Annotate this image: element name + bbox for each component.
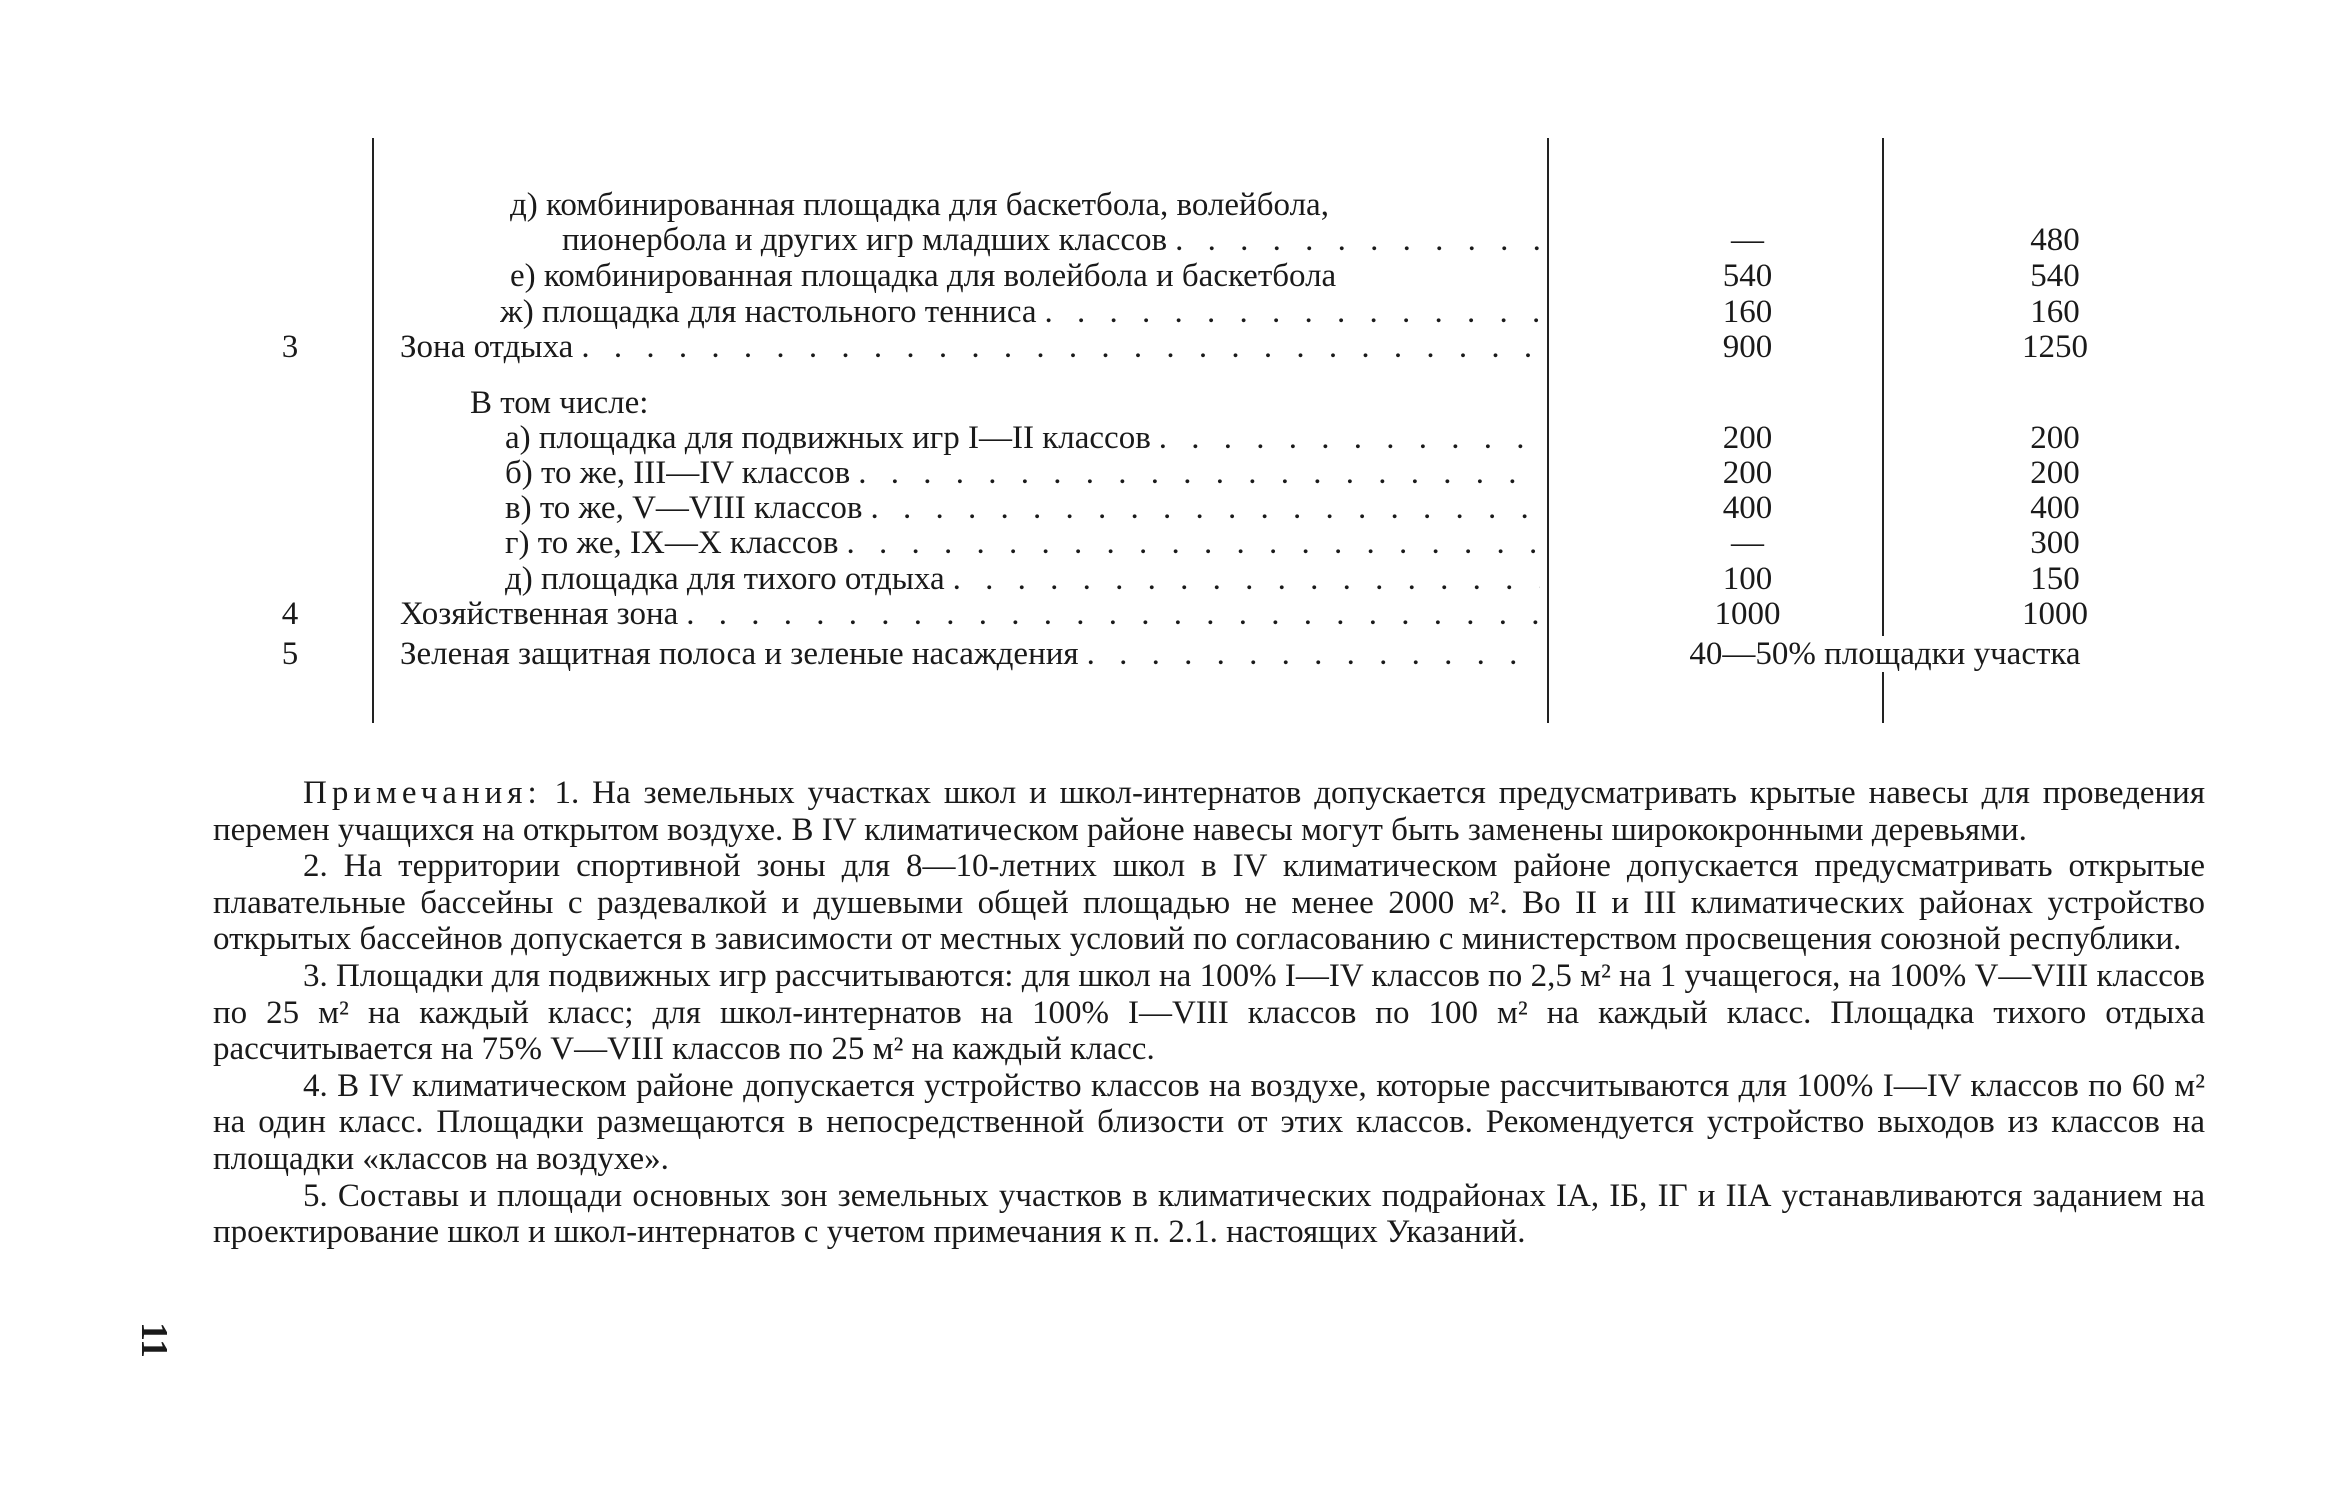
page-number: 11 [132,1322,175,1358]
cell-col-1: 100 [1722,561,1773,597]
row-label: в) то же, V—VIII классов [505,490,863,526]
dot-leader [858,455,1540,491]
table-row [0,525,2339,561]
note-3: 3. Площадки для подвижных игр рассчитываются: для школ на 100% I—IV классов по 2,5 м² на 1 учащегося, на 100% V—VIII классов по 25 м² на каждый класс; для школ-интернатов на 100% I—VIII классов по 100 м² на каждый класс. Площадка тихого отдыха рассчитывается на 75% V—VIII классов по 25 м² на каждый класс. [213,957,2205,1068]
cell-col-2: 300 [2030,525,2080,561]
row-label: б) то же, III—IV классов [505,455,851,491]
cell-col-2: 400 [2030,490,2080,526]
dot-leader [686,596,1540,632]
dot-leader [1159,420,1540,456]
table-row [0,294,2339,330]
note-4: 4. В IV климатическом районе допускается устройство классов на воздухе, которые рассчитываются для 100% I—IV классов по 60 м² на один класс. Площадки размещаются в непосредственной близости от этих классов. Рекомендуется устройство выходов из классов на площадки «классов на воздухе». [213,1067,2205,1177]
dot-leader [1045,294,1540,330]
cell-col-2: 160 [2030,294,2080,330]
row-label: е) комбинированная площадка для волейбола и баскетбола [510,258,1337,294]
dot-leader [1175,222,1540,258]
table-row [0,385,2339,421]
table-row [0,329,2339,365]
note-2: 2. На территории спортивной зоны для 8—10-летних школ в IV климатическом районе допускается предусматривать открытые плавательные бассейны с раздевалкой и душевыми общей площадью не менее 2000 м². Во II и III климатических районах устройство открытых бассейнов допускается в зависимости от местных условий по согласованию с министерством просвещения союзной республики. [213,848,2205,958]
dot-leader [870,490,1540,526]
cell-col-2: 480 [2030,222,2080,258]
dot-leader [846,525,1540,561]
table-row [0,561,2339,597]
table-row [0,222,2339,258]
row-label: Хозяйственная зона [400,596,679,632]
table-row [0,420,2339,456]
row-number: 4 [281,596,299,632]
table-row [0,636,2339,672]
dot-leader [1087,636,1540,672]
note-1-text: 1. На земельных участках школ и школ-интернатов допускается предусматривать крытые навесы для проведения перемен учащихся на открытом воздухе. В IV климатическом районе навесы могут быть заменены ширококронными деревьями. [213,775,2206,848]
table-row [0,596,2339,632]
cell-col-1: 1000 [1714,596,1781,632]
cell-col-1: 400 [1722,490,1773,526]
cell-col-1: 900 [1722,329,1773,365]
row-label: Зеленая защитная полоса и зеленые насаждения [400,636,1079,672]
row-label: г) то же, IX—X классов [505,525,839,561]
cell-col-1: 160 [1722,294,1773,330]
note-1 [213,775,2205,848]
table-row [0,187,2339,223]
dot-leader [581,329,1540,365]
cell-col-2: 1250 [2022,329,2088,365]
note-5: 5. Составы и площади основных зон земельных участков в климатических подрайонах IА, IБ, IГ и IIА устанавливаются заданием на проектирование школ и школ-интернатов с учетом примечания к п. 2.1. настоящих Указаний. [213,1177,2205,1251]
cell-col-1: — [1731,525,1764,561]
row-label: В том числе: [470,385,649,421]
cell-col-1: 540 [1722,258,1773,294]
table-row [0,490,2339,526]
cell-col-1: 200 [1722,455,1773,491]
cell-col-2: 200 [2030,455,2080,491]
cell-col-1: — [1731,222,1764,258]
row-number: 3 [281,329,299,365]
notes-block [213,775,2205,1251]
dot-leader [953,561,1540,597]
notes-heading: Примечания: [303,775,542,811]
cell-col-1: 200 [1722,420,1773,456]
cell-col-2: 150 [2030,561,2080,597]
row-label: д) комбинированная площадка для баскетбола, волейбола, [510,187,1329,223]
cell-col-2: 540 [2030,258,2080,294]
row-label: ж) площадка для настольного тенниса [500,294,1037,330]
cell-span: 40—50% площадки участка [1620,636,2150,672]
row-number: 5 [281,636,299,672]
cell-col-2: 1000 [2022,596,2088,632]
row-label: а) площадка для подвижных игр I—II классов [505,420,1151,456]
cell-col-2: 200 [2030,420,2080,456]
row-label: пионербола и других игр младших классов [562,222,1168,258]
table-row [0,258,2339,294]
row-label: Зона отдыха [400,329,574,365]
table-row [0,455,2339,491]
row-label: д) площадка для тихого отдыха [505,561,945,597]
